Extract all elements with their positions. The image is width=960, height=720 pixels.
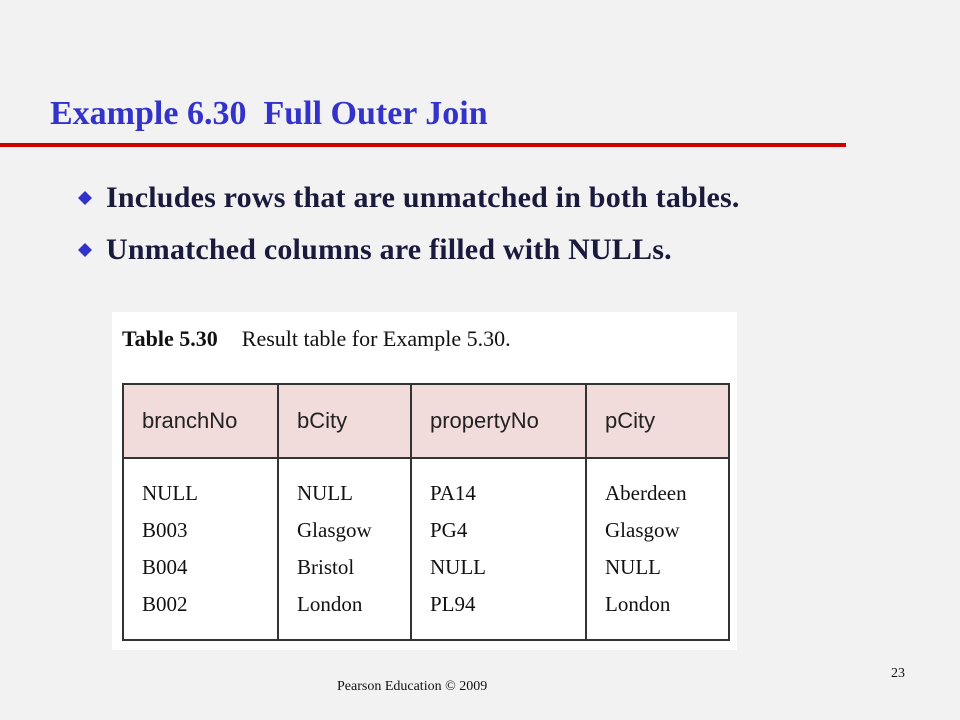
result-table [122, 383, 730, 641]
table-cell: London [297, 592, 363, 616]
title-underline [0, 143, 846, 147]
page-number: 23 [891, 666, 905, 681]
column-pcity-values [586, 458, 729, 640]
table-cell: London [605, 592, 671, 616]
column-header-propertyno: propertyNo [411, 384, 586, 458]
bullet-text: Unmatched columns are filled with NULLs. [106, 233, 672, 266]
table-cell: Bristol [297, 555, 355, 579]
table-cell: NULL [297, 481, 353, 505]
table-cell: Glasgow [297, 518, 372, 542]
table-figure [112, 312, 737, 650]
table-header-row [123, 384, 729, 458]
table-cell: NULL [605, 555, 661, 579]
table-cell: Aberdeen [605, 481, 687, 505]
column-header-branchno: branchNo [123, 384, 278, 458]
table-cell: PL94 [430, 592, 476, 616]
bullet-text: Includes rows that are unmatched in both tables. [106, 181, 740, 214]
table-cell: NULL [142, 481, 198, 505]
column-branchno-values [123, 458, 278, 640]
column-header-pcity: pCity [586, 384, 729, 458]
table-cell: PG4 [430, 518, 468, 542]
table-cell: B002 [142, 592, 188, 616]
column-propertyno-values [411, 458, 586, 640]
column-header-bcity: bCity [278, 384, 411, 458]
table-cell: NULL [430, 555, 486, 579]
table-cell: Glasgow [605, 518, 680, 542]
table-caption [122, 326, 511, 352]
table-body-row [123, 458, 729, 640]
table-cell: B003 [142, 518, 188, 542]
caption-label: Table 5.30 [122, 326, 218, 351]
column-bcity-values [278, 458, 411, 640]
bullet-item [78, 172, 740, 224]
caption-text: Result table for Example 5.30. [241, 326, 511, 351]
footer-copyright: Pearson Education © 2009 [337, 679, 488, 694]
diamond-bullet-icon [78, 191, 92, 205]
table-cell: B004 [142, 555, 188, 579]
bullet-item [78, 224, 740, 276]
bullet-list [78, 172, 740, 276]
diamond-bullet-icon [78, 243, 92, 257]
table-cell: PA14 [430, 481, 476, 505]
slide-title: Example 6.30 Full Outer Join [50, 95, 488, 132]
